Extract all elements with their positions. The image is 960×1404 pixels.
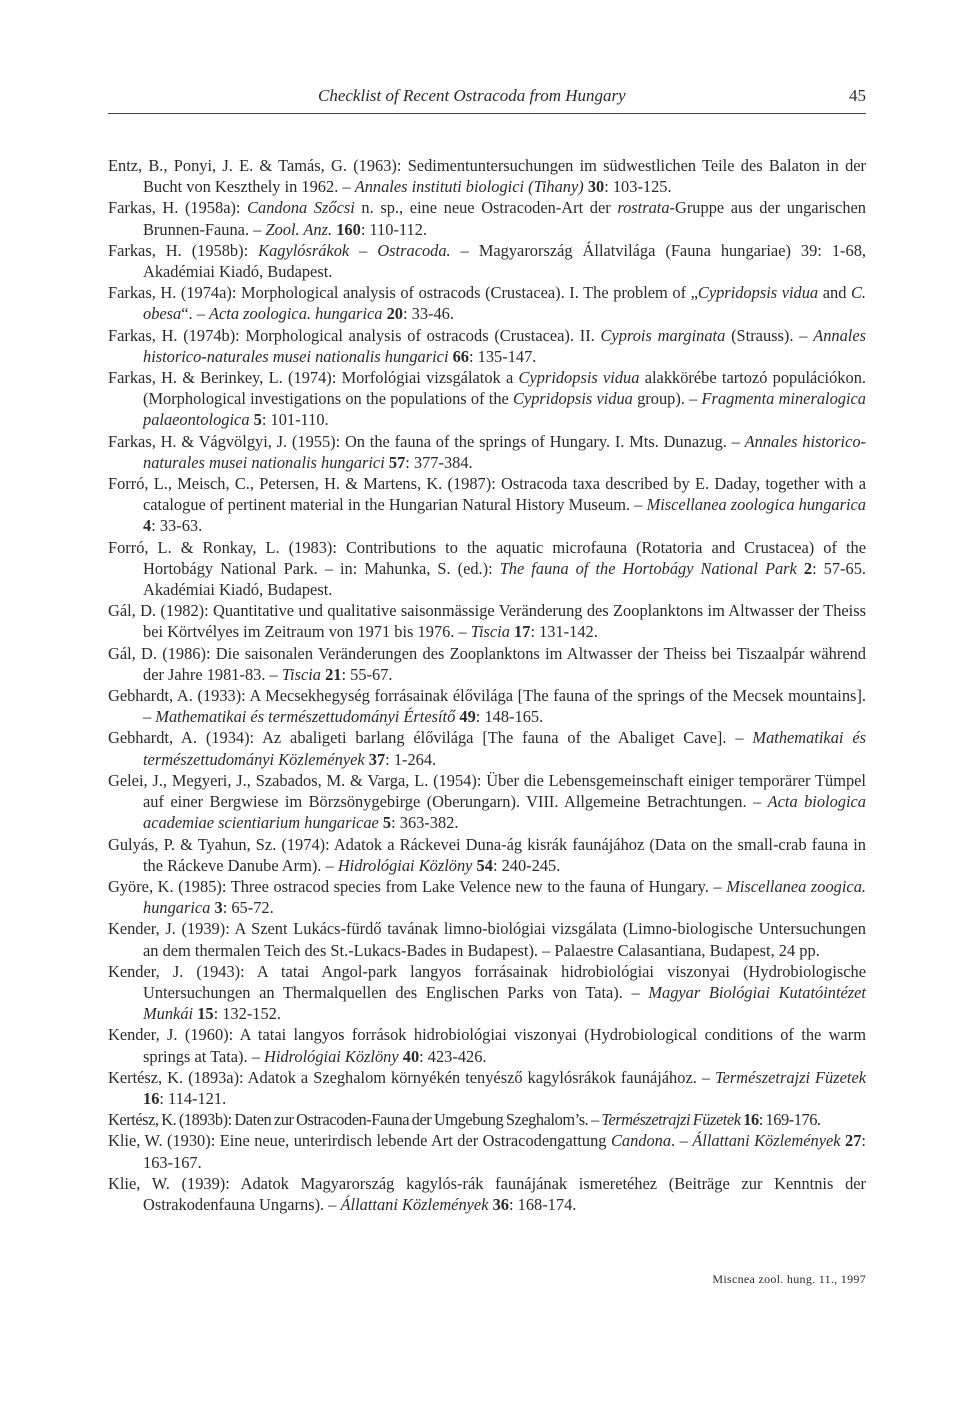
text-segment: Forró, L., Meisch, C., Petersen, H. & Martens, K. (1987): Ostracoda taxa described by E. Daday, together with a catalogue of pertinent material in the Hungarian Natural History Museum. – <box>108 474 866 515</box>
text-segment: Gulyás, P. & Tyahun, Sz. (1974): Adatok a Ráckevei Duna-ág kisrák faunájához (Data on the small-crab fauna in the Ráckeve Danube Arm). – <box>108 834 866 875</box>
text-segment: : 103-125. <box>604 177 672 197</box>
text-segment: Gál, D. (1982): Quantitative und qualitative saisonmässige Veränderung des Zooplanktons im Altwasser der Theiss bei Körtvélyes im Zeitraum von 1971 bis 1976. – <box>108 601 866 642</box>
italic-text: Annales historico-naturales musei nationalis hungarici <box>143 325 867 366</box>
volume-number: 57 <box>388 452 406 472</box>
text-segment: : 33-46. <box>402 304 454 324</box>
volume-number: 27 <box>845 1131 862 1151</box>
italic-text: The fauna of the Hortobágy National Park <box>499 558 797 578</box>
volume-number: 36 <box>492 1194 509 1214</box>
italic-text: rostrata <box>617 198 670 218</box>
text-segment: : 240-245. <box>492 855 561 875</box>
italic-text: Miscellanea zoogica. hungarica <box>143 876 866 918</box>
text-segment <box>797 559 804 578</box>
reference-entry <box>108 240 866 282</box>
reference-entry <box>108 727 866 769</box>
italic-text: Magyar Biológiai Kutatóintézet Munkái <box>143 982 866 1024</box>
italic-text: Acta zoologica. hungarica <box>209 304 383 324</box>
text-segment: Klie, W. (1930): Eine neue, unterirdisch lebende Art der Ostracodengattung <box>108 1131 611 1151</box>
reference-entry <box>108 367 866 431</box>
text-segment: : 423-426. <box>419 1046 487 1066</box>
reference-entry <box>108 1130 866 1172</box>
volume-number: 49 <box>459 707 476 727</box>
text-segment: Farkas, H. (1974a): Morphological analysis of ostracods (Crustacea). I. The problem of „ <box>108 283 698 303</box>
reference-entry <box>108 431 866 473</box>
text-segment: Entz, B., Ponyi, J. E. & Tamás, G. (1963): Sedimentuntersuchungen im südwestlichen Teile des Balaton in der Bucht von Keszthely in 1962. – <box>108 156 866 197</box>
text-segment: Kender, J. (1943): A tatai Angol-park langyos forrásainak hidrobiológiai viszonyai (Hydrobiologische Untersuchungen an Thermalquellen des Englischen Parks von Tata). – <box>108 961 866 1002</box>
italic-text: Tiscia <box>470 622 510 642</box>
italic-text: Természetrajzi Füzetek <box>601 1110 741 1130</box>
volume-number: 160 <box>336 219 361 239</box>
text-segment: n. sp., eine neue Ostracoden-Art der <box>354 198 618 218</box>
header-rule <box>108 113 866 114</box>
text-segment: Klie, W. (1939): Adatok Magyarország kagylós-rák faunájának ismeretéhez (Beiträge zur Kenntnis der Ostrakodenfauna Ungarns). – <box>108 1173 866 1214</box>
text-segment: : 114-121. <box>159 1088 227 1108</box>
reference-entry <box>108 834 866 876</box>
reference-entry <box>108 1067 866 1109</box>
text-segment: and <box>818 283 851 303</box>
text-segment: (Strauss). – <box>725 325 814 345</box>
text-segment: group). – <box>632 389 702 409</box>
reference-entry <box>108 537 866 601</box>
italic-text: Cypridopsis vidua <box>697 283 819 303</box>
italic-text: Mathematikai és természettudományi Közlemények <box>143 728 866 769</box>
reference-entry <box>108 876 866 918</box>
reference-entry <box>108 325 866 367</box>
italic-text: C. obesa <box>143 283 866 324</box>
reference-entry <box>108 155 866 197</box>
reference-entry <box>108 770 866 834</box>
text-segment: Forró, L. & Ronkay, L. (1983): Contributions to the aquatic microfauna (Rotatoria and Crustacea) of the Hortobágy National Park. – in: Mahunka, S. (ed.): <box>108 537 866 578</box>
text-segment: : 57-65. Akadémiai Kiadó, Budapest. <box>143 558 866 600</box>
reference-entry <box>108 600 866 642</box>
italic-text: Hidrológiai Közlöny <box>264 1046 399 1066</box>
page-number: 45 <box>849 86 866 105</box>
italic-text: Cypridopsis vidua <box>513 389 633 409</box>
italic-text: Cyprois marginata <box>600 325 726 345</box>
reference-list <box>108 155 866 1215</box>
reference-entry <box>108 1024 866 1066</box>
volume-number: 21 <box>325 664 342 684</box>
volume-number: 17 <box>514 622 531 642</box>
volume-number: 4 <box>143 516 152 536</box>
italic-text: Cypridopsis vidua <box>518 368 640 388</box>
volume-number: 5 <box>253 410 262 430</box>
volume-number: 20 <box>386 304 403 324</box>
journal-citation: Miscnea zool. hung. 11., 1997 <box>712 1272 866 1286</box>
reference-entry <box>108 685 866 727</box>
reference-entry <box>108 197 866 239</box>
text-segment: Farkas, H. (1958a): <box>108 198 248 218</box>
running-title: Checklist of Recent Ostracoda from Hungary <box>318 86 626 105</box>
volume-number: 40 <box>402 1046 420 1066</box>
italic-text: Fragmenta mineralogica palaeontologica <box>143 389 866 430</box>
italic-text: Candona <box>610 1131 672 1151</box>
reference-entry <box>108 1109 866 1130</box>
running-header <box>108 86 866 114</box>
text-segment: : 101-110. <box>261 410 329 430</box>
volume-number: 16 <box>143 1088 160 1108</box>
volume-number: 2 <box>803 558 813 578</box>
reference-entry <box>108 282 866 324</box>
italic-text: Zool. Anz. <box>265 219 333 239</box>
text-segment: : 135-147. <box>469 346 537 366</box>
text-segment: Gál, D. (1986): Die saisonalen Veränderungen des Zooplanktons im Altwasser der Theiss bei Tiszaalpár während der Jahre 1981-83. – <box>108 643 866 684</box>
text-segment: . – <box>671 1131 693 1151</box>
text-segment: Gebhardt, A. (1933): A Mecsekhegység forrásainak élővilága [The fauna of the springs of the Mecsek mountains]. – <box>108 686 866 727</box>
text-segment: Farkas, H. (1974b): Morphological analysis of ostracods (Crustacea). II. <box>108 325 601 345</box>
text-segment: : 377-384. <box>405 452 473 472</box>
italic-text: Candona Szőcsi <box>247 198 355 218</box>
italic-text: Miscellanea zoologica hungarica <box>646 495 867 515</box>
text-segment: – Magyarország Állatvilága (Fauna hungariae) 39: 1-68, Akadémiai Kiadó, Budapest. <box>143 240 866 282</box>
reference-entry <box>108 1173 866 1215</box>
text-segment: “. – <box>181 304 210 324</box>
text-segment: Kender, J. (1960): A tatai langyos források hidrobiológiai viszonyai (Hydrobiological conditions of the warm springs at Tata). – <box>108 1025 866 1066</box>
text-segment: : 132-152. <box>213 1004 281 1024</box>
italic-text: Állattani Közlemények <box>692 1131 841 1151</box>
volume-number: 30 <box>587 177 605 197</box>
italic-text: Hidrológiai Közlöny <box>337 855 473 875</box>
text-segment: Kertész, K. (1893b): Daten zur Ostracoden-Fauna der Umgebung Szeghalom’s. – <box>108 1110 602 1130</box>
italic-text: Kagylósrákok – Ostracoda. <box>258 240 451 260</box>
volume-number: 37 <box>368 749 386 769</box>
text-segment: Gelei, J., Megyeri, J., Szabados, M. & Varga, L. (1954): Über die Lebensgemeinschaft einiger temporärer Tümpel auf einer Bergwiese im Börzsönygebirge (Oberungarn). VIII. Allgemeine Betrachtungen. – <box>108 770 866 812</box>
volume-number: 3 <box>214 898 223 918</box>
text-segment: : 363-382. <box>391 813 459 833</box>
text-segment: Györe, K. (1985): Three ostracod species from Lake Velence new to the fauna of Hungary. – <box>108 876 727 896</box>
text-segment: : 148-165. <box>475 707 544 727</box>
reference-entry <box>108 918 866 960</box>
reference-entry <box>108 961 866 1025</box>
text-segment: alakkörébe tartozó populációkon. (Morphological investigations on the populations of the <box>143 368 866 409</box>
text-segment: Farkas, H. & Vágvölgyi, J. (1955): On the fauna of the springs of Hungary. I. Mts. Dunazug. – <box>108 431 745 451</box>
text-segment: : 110-112. <box>360 219 427 239</box>
italic-text: Annales historico- naturales musei nationalis hungarici <box>143 431 866 472</box>
text-segment: : 33-63. <box>151 516 203 536</box>
text-segment: Kender, J. (1939): A Szent Lukács-fürdő tavának limno-biológiai vizsgálata (Limno-biologische Untersuchungen an dem thermalen Teich des St.-Lukacs-Bades in Budapest). – Palaestre Calasantiana, Budapest, 24 pp. <box>108 919 866 960</box>
italic-text: Mathematikai és természettudományi Értesítő <box>155 707 456 727</box>
italic-text: Acta biologica academiae scientiarium hungaricae <box>143 792 867 833</box>
text-segment: : 163-167. <box>143 1131 866 1172</box>
italic-text: Állattani Közlemények <box>340 1194 489 1214</box>
text-segment: : 169-176. <box>758 1110 821 1130</box>
text-segment: : 168-174. <box>508 1194 577 1214</box>
volume-number: 5 <box>382 813 392 833</box>
italic-text: Tiscia <box>281 664 321 684</box>
volume-number: 16 <box>743 1110 759 1130</box>
volume-number: 15 <box>197 1004 214 1024</box>
text-segment: : 1-264. <box>385 749 437 769</box>
volume-number: 66 <box>452 346 469 366</box>
text-segment: Gebhardt, A. (1934): Az abaligeti barlang élővilága [The fauna of the Abaliget Cave]. – <box>108 728 753 748</box>
reference-entry <box>108 473 866 537</box>
italic-text: Annales instituti biologici (Tihany) <box>354 177 584 197</box>
text-segment: Farkas, H. (1958b): <box>108 240 259 260</box>
text-segment: : 55-67. <box>341 664 393 684</box>
italic-text: Természetrajzi Füzetek <box>715 1067 866 1087</box>
text-segment: : 65-72. <box>222 898 274 918</box>
text-segment: -Gruppe aus der ungarischen Brunnen-Fauna. – <box>143 198 866 239</box>
text-segment: Kertész, K. (1893a): Adatok a Szeghalom környékén tenyésző kagylósrákok faunájához. – <box>108 1067 716 1087</box>
text-segment: Farkas, H. & Berinkey, L. (1974): Morfológiai vizsgálatok a <box>108 368 519 388</box>
text-segment: : 131-142. <box>530 622 598 642</box>
volume-number: 54 <box>476 855 493 875</box>
reference-entry <box>108 643 866 685</box>
